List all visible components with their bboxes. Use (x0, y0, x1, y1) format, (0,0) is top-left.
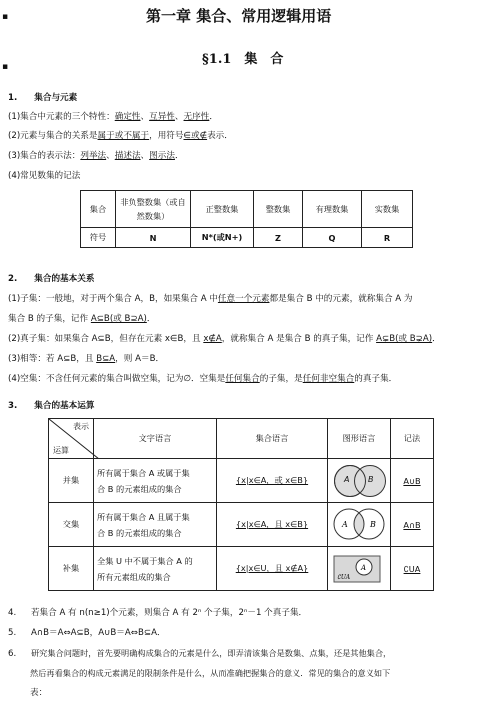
s2-p4a: (4)空集：不含任何元素的集合叫做空集，记为∅．空集是 (8, 374, 226, 384)
s2-p3 (8, 353, 164, 365)
ops-text-0 (94, 459, 217, 503)
s2-p1c: 集合 B 的子集，记作 (8, 314, 91, 324)
numsets-col-3: 有理数集 (303, 191, 362, 228)
s1-line4: (4)常见数集的记法 (8, 171, 81, 181)
item4 (8, 607, 307, 619)
item6-line1: 研究集合问题时，首先要明确构成集合的元素是什么，即弄清该集合是数集、点集，还是其他集合， (30, 648, 392, 658)
ops-set-1: {x|x∈A，且 x∈B} (217, 503, 328, 547)
ops-note-1: A∩B (391, 503, 434, 547)
ops-text-1-l1: 所有属于集合 A 且属于集 (97, 511, 190, 522)
s2-p3c: ，则 A＝B． (115, 354, 165, 364)
s2-p4e: 的真子集． (354, 374, 398, 384)
ops-text-2-l2: 所有元素组成的集合 (97, 571, 171, 582)
ops-row-intersection (49, 503, 434, 547)
s1-l1-c: 无序性 (183, 112, 210, 122)
s1-line2 (8, 130, 233, 142)
section-title: §1.1 集 合 (202, 52, 284, 67)
item4-text: 若集合 A 有 n(n≥1)个元素，则集合 A 有 2ⁿ 个子集，2ⁿ－1 个真子集． (30, 608, 308, 618)
venn-union-cell (328, 459, 391, 503)
s1-l1-b: 互异性 (149, 112, 175, 122)
s2-p1e: ． (146, 314, 156, 324)
s2-p2a: (2)真子集：如果集合 A⊆B，但存在元素 x∈B，且 (8, 334, 204, 344)
corner-top: 表示 (73, 422, 89, 431)
s2-heading (8, 273, 94, 285)
ops-header-3: 记法 (391, 419, 434, 459)
number-sets-table (80, 190, 413, 248)
s2-p2d: A⊊B(或 B⊋A) (376, 334, 433, 344)
item6 (8, 647, 391, 660)
s2-p2 (8, 333, 441, 345)
venn-union-b: B (368, 474, 374, 484)
ops-text-0-l2: 合 B 的元素组成的集合 (97, 483, 182, 494)
s1-l2-mid: ，用符号 (149, 131, 184, 141)
ops-op-2: 补集 (49, 547, 94, 591)
s2-p1-line1 (8, 293, 413, 305)
ops-row-union (49, 459, 434, 503)
s1-heading-num: 1. (8, 93, 18, 103)
s2-p1d: A⊆B(或 B⊇A) (90, 314, 147, 324)
venn-union-a: A (344, 474, 350, 484)
numsets-sym-1: N*(或N+) (191, 228, 254, 248)
s2-p2e: ． (432, 334, 441, 344)
s1-heading (8, 92, 77, 104)
ops-note-0: A∪B (391, 459, 434, 503)
s2-p4b: 任何集合 (225, 374, 260, 384)
s2-p1-line2 (8, 313, 155, 325)
ops-op-0: 并集 (49, 459, 94, 503)
venn-complement-cell (328, 547, 391, 591)
s2-p1b: 都是集合 B 中的元素，就称集合 A 为 (269, 294, 413, 304)
s1-l2-pre: (2)元素与集合的关系是 (8, 131, 98, 141)
ops-row-complement (49, 547, 434, 591)
s2-p3b: B⊆A (96, 354, 116, 364)
ops-note-2: ∁UA (391, 547, 434, 591)
s1-l1-pre: (1)集合中元素的三个特性： (8, 112, 115, 122)
corner-bottom: 运算 (53, 446, 69, 455)
numsets-col-0: 非负整数集（或自然数集） (116, 191, 191, 228)
venn-complement (332, 552, 386, 586)
venn-int-a: A (342, 519, 348, 529)
s1-l2-a: 属于或不属于 (97, 131, 150, 141)
item5-text: A∩B＝A⇔A⊆B，A∪B＝A⇔B⊆A． (30, 628, 166, 638)
ops-corner-cell (49, 419, 94, 459)
item6-line2: 然后再看集合的构成元素满足的限制条件是什么，从而准确把握集合的意义．常见的集合的意义如下 (30, 668, 391, 678)
numsets-col-2: 整数集 (254, 191, 303, 228)
s1-l2-post: 表示． (207, 131, 233, 141)
ops-header-0: 文字语言 (94, 419, 217, 459)
venn-comp-label: ∁UA (337, 573, 351, 581)
s1-heading-text: 集合与元素 (34, 93, 78, 103)
s1-l1-a: 确定性 (114, 112, 141, 122)
venn-intersection-cell (328, 503, 391, 547)
numsets-col-4: 实数集 (362, 191, 413, 228)
s2-p4d: 任何非空集合 (302, 374, 355, 384)
s1-line1: (1)集合中元素的三个特性：确定性、互异性、无序性． (8, 112, 218, 122)
s1-l3-a: 列举法 (80, 151, 107, 161)
s1-l3-c: 图示法 (149, 151, 175, 161)
ops-text-2-l1: 全集 U 中不属于集合 A 的 (97, 555, 193, 566)
s1-line3: (3)集合的表示法：列举法、描述法、图示法． (8, 151, 184, 161)
venn-int-b: B (370, 519, 376, 529)
numsets-sym-4: R (362, 228, 413, 248)
s2-heading-text: 集合的基本关系 (34, 274, 95, 284)
s3-heading-text: 集合的基本运算 (34, 401, 95, 411)
numsets-col-1: 正整数集 (191, 191, 254, 228)
s1-l3-pre: (3)集合的表示法： (8, 151, 81, 161)
venn-comp-a: A (361, 563, 367, 572)
ops-set-2: {x|x∈U，且 x∉A} (217, 547, 328, 591)
venn-intersection (332, 507, 386, 543)
item6-num: 6. (8, 649, 17, 659)
ops-text-1 (94, 503, 217, 547)
s2-p4c: 的子集，是 (259, 374, 303, 384)
numsets-sym-3: Q (303, 228, 362, 248)
s1-l3-b: 描述法 (114, 151, 141, 161)
item5 (8, 627, 166, 639)
chapter-title: 第一章 集合、常用逻辑用语 (146, 7, 332, 25)
left-bullet-2: ▪ (2, 62, 9, 72)
numsets-sym-0: N (116, 228, 191, 248)
venn-union (332, 463, 386, 499)
ops-set-0: {x|x∈A，或 x∈B} (217, 459, 328, 503)
ops-header-2: 图形语言 (328, 419, 391, 459)
ops-text-2 (94, 547, 217, 591)
ops-text-0-l1: 所有属于集合 A 或属于集 (97, 467, 190, 478)
s2-p4 (8, 373, 397, 385)
numsets-sym-2: Z (254, 228, 303, 248)
s2-heading-num: 2. (8, 274, 18, 284)
s2-p1u: 任意一个元素 (217, 294, 270, 304)
s3-heading (8, 400, 94, 412)
s3-heading-num: 3. (8, 401, 18, 411)
item4-num: 4. (8, 608, 17, 618)
left-bullet: ▪ (2, 12, 9, 22)
ops-op-1: 交集 (49, 503, 94, 547)
item5-num: 5. (8, 628, 17, 638)
ops-header-1: 集合语言 (217, 419, 328, 459)
numsets-symbol-label: 符号 (81, 228, 116, 248)
numsets-row-header: 集合 (81, 191, 116, 228)
s1-l2-b: ∈或∉ (183, 131, 208, 141)
ops-text-1-l2: 合 B 的元素组成的集合 (97, 527, 182, 538)
s2-p1a: (1)子集：一般地，对于两个集合 A，B，如果集合 A 中 (8, 294, 218, 304)
s2-p2b: x∉A (203, 334, 222, 344)
s2-p2c: ，就称集合 A 是集合 B 的真子集，记作 (221, 334, 377, 344)
item6-line3: 表： (30, 688, 48, 698)
s2-p3a: (3)相等：若 A⊆B，且 (8, 354, 97, 364)
set-operations-table (48, 418, 434, 591)
